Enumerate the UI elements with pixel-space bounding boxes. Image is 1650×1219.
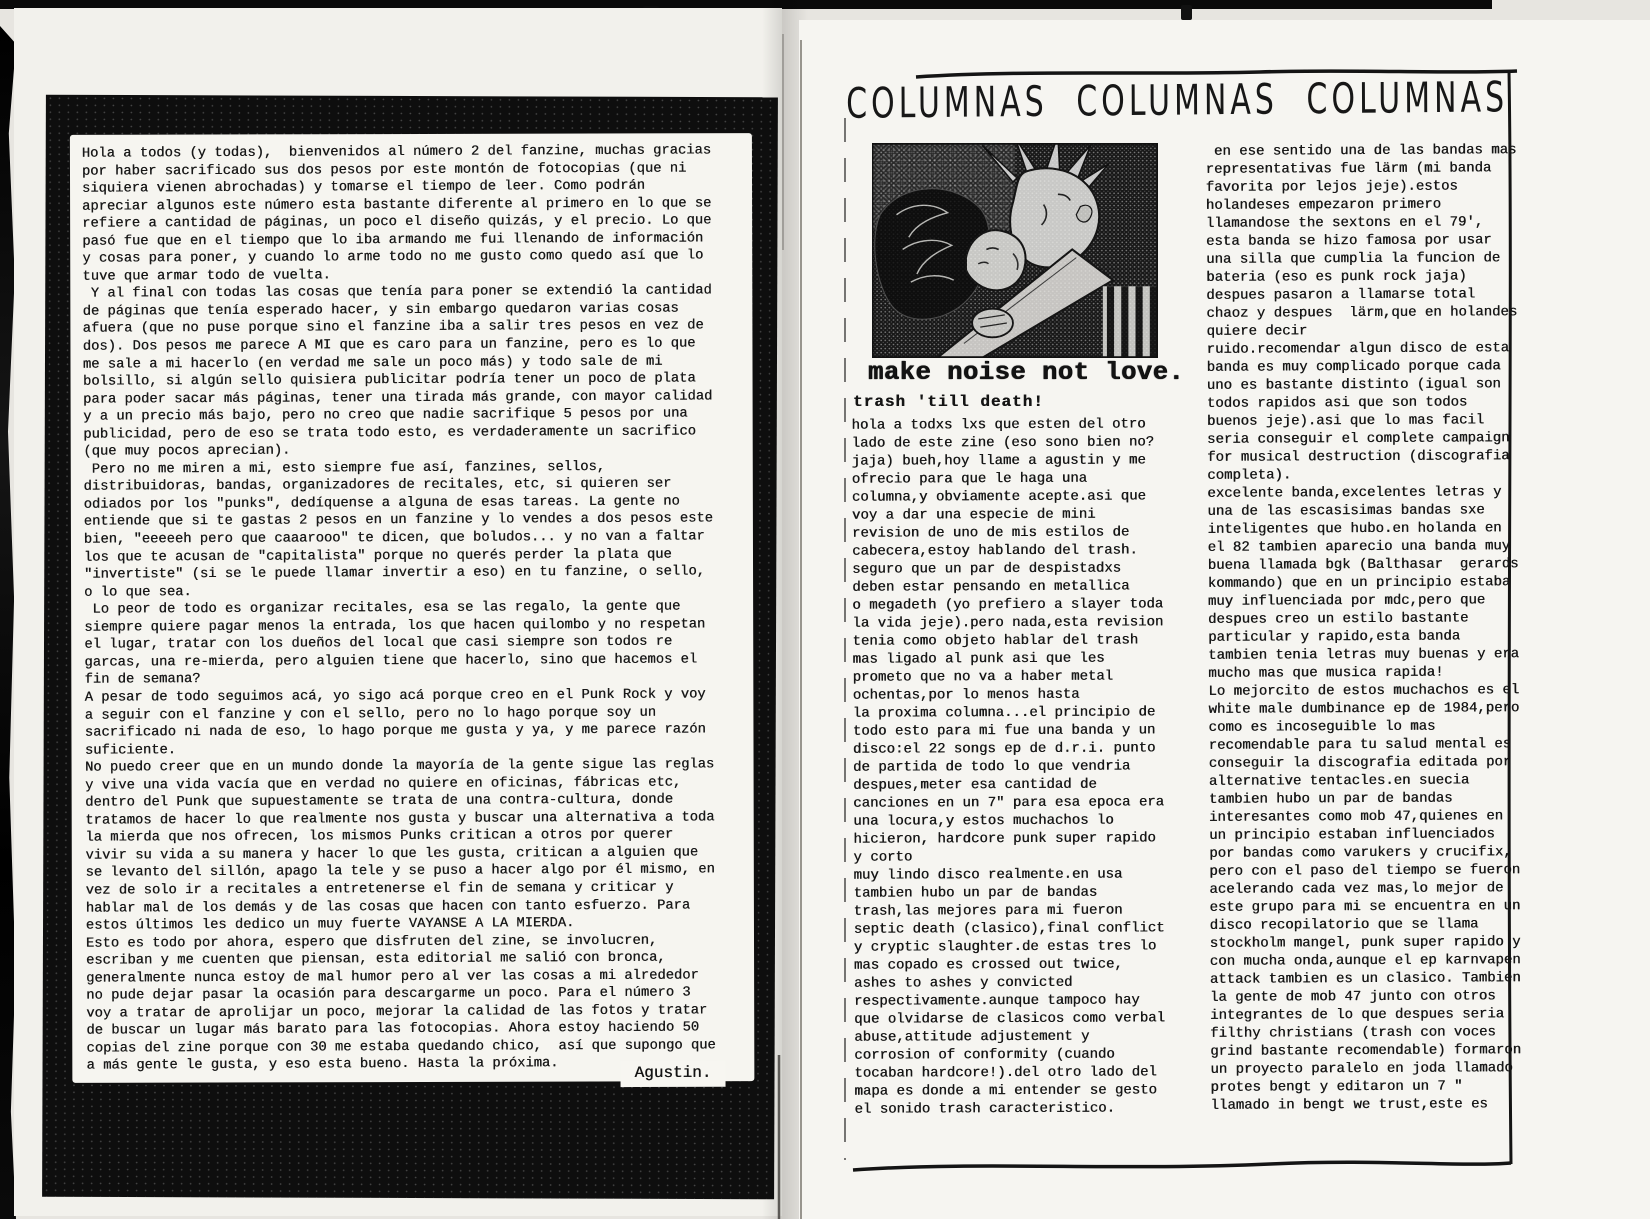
column1-heading: trash 'till death! [853,393,1044,411]
column2-text: en ese sentido una de las bandas mas representativas fue lärm (mi banda favorita por lejos jeje).estos holandeses empezaron primero llamandose the sextons en el 79', esta banda se hizo famosa por usar una silla que cumplia la funcion de bateria (eso es punk rock jaja) despues pasaron a llamarse total chaoz y despues lärm,que en holandes quiere decir ruido.recomendar algun disco de esta banda es muy complicado porque cada uno es bastante distinto (igual son todos rapidos asi que son todos buenos jeje).asi que lo mas facil seria conseguir el complete campaign for musical destruction (discografia completa). excelente banda,excelentes letras y una de las escasisimas bandas sxe inteligentes que hubo.en holanda en el 82 tambien aparecio una banda muy buena llamada bgk (Balthasar gerards kommando) que en un principio estaba muy influenciada por mdc,pero que despues creo un estilo bastante particular y rapido,esta banda tambien tenia letras muy buenas y era mucho mas que musica rapida! Lo mejorcito de estos muchachos es el white male dumbinance ep de 1984,pero como es incoseguible lo mas recomendable para tu salud mental es conseguir la discografia editada por alternative tentacles.en suecia tambien hubo un par de bandas interesantes como mob 47,quienes en un principio estaban influenciados por bandas como varukers y crucifix, pero con el paso del tiempo se fueron acelerando cada vez mas,lo mejor de este grupo para mi se encuentra en un disco recopilatorio que se llama stockholm mangel, punk super rapido y con mucha onda,aunque el ep karnvapen attack tambien es un clasico. Tambien la gente de mob 47 junto con otros integrantes de lo que despues seria filthy christians (trash con voces grind bastante recomendable) formaron un proyecto paralelo en joda llamado protes bengt y editaron un 7 " llamado in bengt we trust,este es [1205,142,1522,1114]
image-caption: make noise not love. [868,358,1185,387]
kiss-photo-art [872,143,1158,358]
editorial-signature: Agustin. [620,1061,725,1087]
editorial-text-area [70,133,754,1083]
column1-text: hola a todxs lxs que esten del otro lado de este zine (eso sono bien no? jaja) bueh,hoy llame a agustin y me ofrecio para que le haga una columna,y obviamente acepte.asi que voy a dar una especie de mini revision de uno de mis estilos de cabecera,estoy hablando del trash. seguro que un par de despistadxs deben estar pensando en metallica o megadeth (yo prefiero a slayer toda la vida jeje).pero nada,esta revision tenia como objeto hablar del trash mas ligado al punk asi que les prometo que no va a haber metal ochentas,por lo menos hasta la proxima columna...el principio de todo esto para mi fue una banda y un disco:el 22 songs ep de d.r.i. punto de partida de todo lo que vendria despues,meter esa cantidad de canciones en un 7" para esa epoca era una locura,y estos muchachos lo hicieron, hardcore punk super rapido y corto muy lindo disco realmente.en usa tambien hubo un par de bandas trash,las mejores para mi fueron septic death (clasico),final conflict y cryptic slaughter.de estas tres lo mas copado es crossed out twice, ashes to ashes y convicted respectivamente.aunque tampoco hay que olvidarse de clasicos como verbal abuse,attitude adjustement y corrosion of conformity (cuando tocaban hardcore!).del otro lado del mapa es donde a mi entender se gesto el sonido trash caracteristico. [851,416,1165,1118]
editorial-text: Hola a todos (y todas), bienvenidos al número 2 del fanzine, muchas gracias por haber sacrificado sus dos pesos por este montón de fotocopias (que ni siquiera vienen abrochadas) y tomarse el tiempo de leer. Como podrán apreciar algunos este número esta bastante diferente al primero en lo que se refiere a cantidad de páginas, un poco el diseño quizás, y el precio. Lo que pasó fue que en el tiempo que lo iba armando me fui llenando de información y cosas para poner, y cuando lo arme todo no me gusto como quedo así que lo tuve que armar todo de vuelta. Y al final con todas las cosas que tenía para poner se extendió la cantidad de páginas que tenía esperado hacer, y sin embargo quedaron varias cosas afuera (que no puse porque sino el fanzine iba a salir tres pesos en vez de dos). Dos pesos me parece A MI que es caro para un fanzine, pero es lo que me sale a mi hacerlo (en verdad me sale un poco más) y todo sale de mi bolsillo, si algún sello quisiera publicitar podría tener un poco de plata para poder sacar más páginas, tener una tirada más grande, con mayor calidad y a un precio más bajo, pero no creo que nadie sacrifique 5 pesos por una publicidad, pero de eso se trata todo esto, es verdaderamente un sacrifico (que muy pocos aprecian). Pero no me miren a mi, esto siempre fue así, fanzines, sellos, distribuidoras, bandas, organizadores de recitales, etc, si quieren ser odiados por los "punks", dedíquense a alguna de esas tareas. La gente no entiende que si te gastas 2 pesos en un fanzine y lo vendes a dos pesos este bien, "eeeeeh pero que caaarooo" te dicen, que boludos... y no van a faltar los que te acusan de "capitalista" porque no querés perder la plata que "invertiste" (si se le puede llamar invertir a eso) en tu fanzine, o sello, o lo que sea. Lo peor de todo es organizar recitales, esa se las regalo, la gente que siempre quiere pagar menos la entrada, los que hacen quilombo y no respetan el lugar, tratar con los dueños del local que casi siempre son todos re garcas, una re-mierda, pero alguien tiene que hacerlo, sino que hacemos el fin de semana? A pesar de todo seguimos acá, yo sigo acá porque creo en el Punk Rock y voy a seguir con el fanzine y con el sello, pero no lo hago porque soy un sacrificado ni nada de eso, lo hago porque me gusta y ya, y me parece razón suficiente. No puedo creer que en un mundo donde la mayoría de la gente sigue las reglas y vive una vida vacía que en verdad no quiere en oficinas, fábricas etc, dentro del Punk que supuestamente se trata de una contra-cultura, donde tratamos de hacer lo que realmente nos gusta y buscar una alternativa a toda la mierda que nos ofrecen, los mismos Punks critican a otros por querer vivir su vida a su manera y hacer lo que les gusta, critican a alguien que se levanto del sillón, apago la tele y se puso a hacer algo por él mismo, en vez de solo ir a recitales a entretenerse el fin de semana y criticar y hablar mal de los demás y de las cosas que hacen con tanto esfuerzo. Para estos últimos les dedico un muy fuerte VAYANSE A LA MIERDA. Esto es todo por ahora, espero que disfruten del zine, se involucren, escriban y me cuenten que piensan, esta editorial me salió con bronca, generalmente nunca estoy de mal humor pero al ver las cosas a mi alrededor no pude dejar pasar la ocasión para descargarme un poco. Para el número 3 voy a tratar de aprolijar un poco, mejorar la calidad de las fotos y tratar de buscar un lugar más barato para las fotocopias. Ahora estoy haciendo 50 copias del zine porque con 30 me estaba quedando chico, así que supongo que a más gente le gusta, y eso esta bueno. Hasta la próxima. [81,143,716,1075]
editorial-page [14,8,782,1216]
columns-page-title: COLUMNAS COLUMNAS COLUMNAS [846,73,1509,129]
editorial-black-frame [42,95,778,1200]
kiss-halftone-photo [872,143,1158,358]
scan-edge-mark [1181,5,1192,20]
